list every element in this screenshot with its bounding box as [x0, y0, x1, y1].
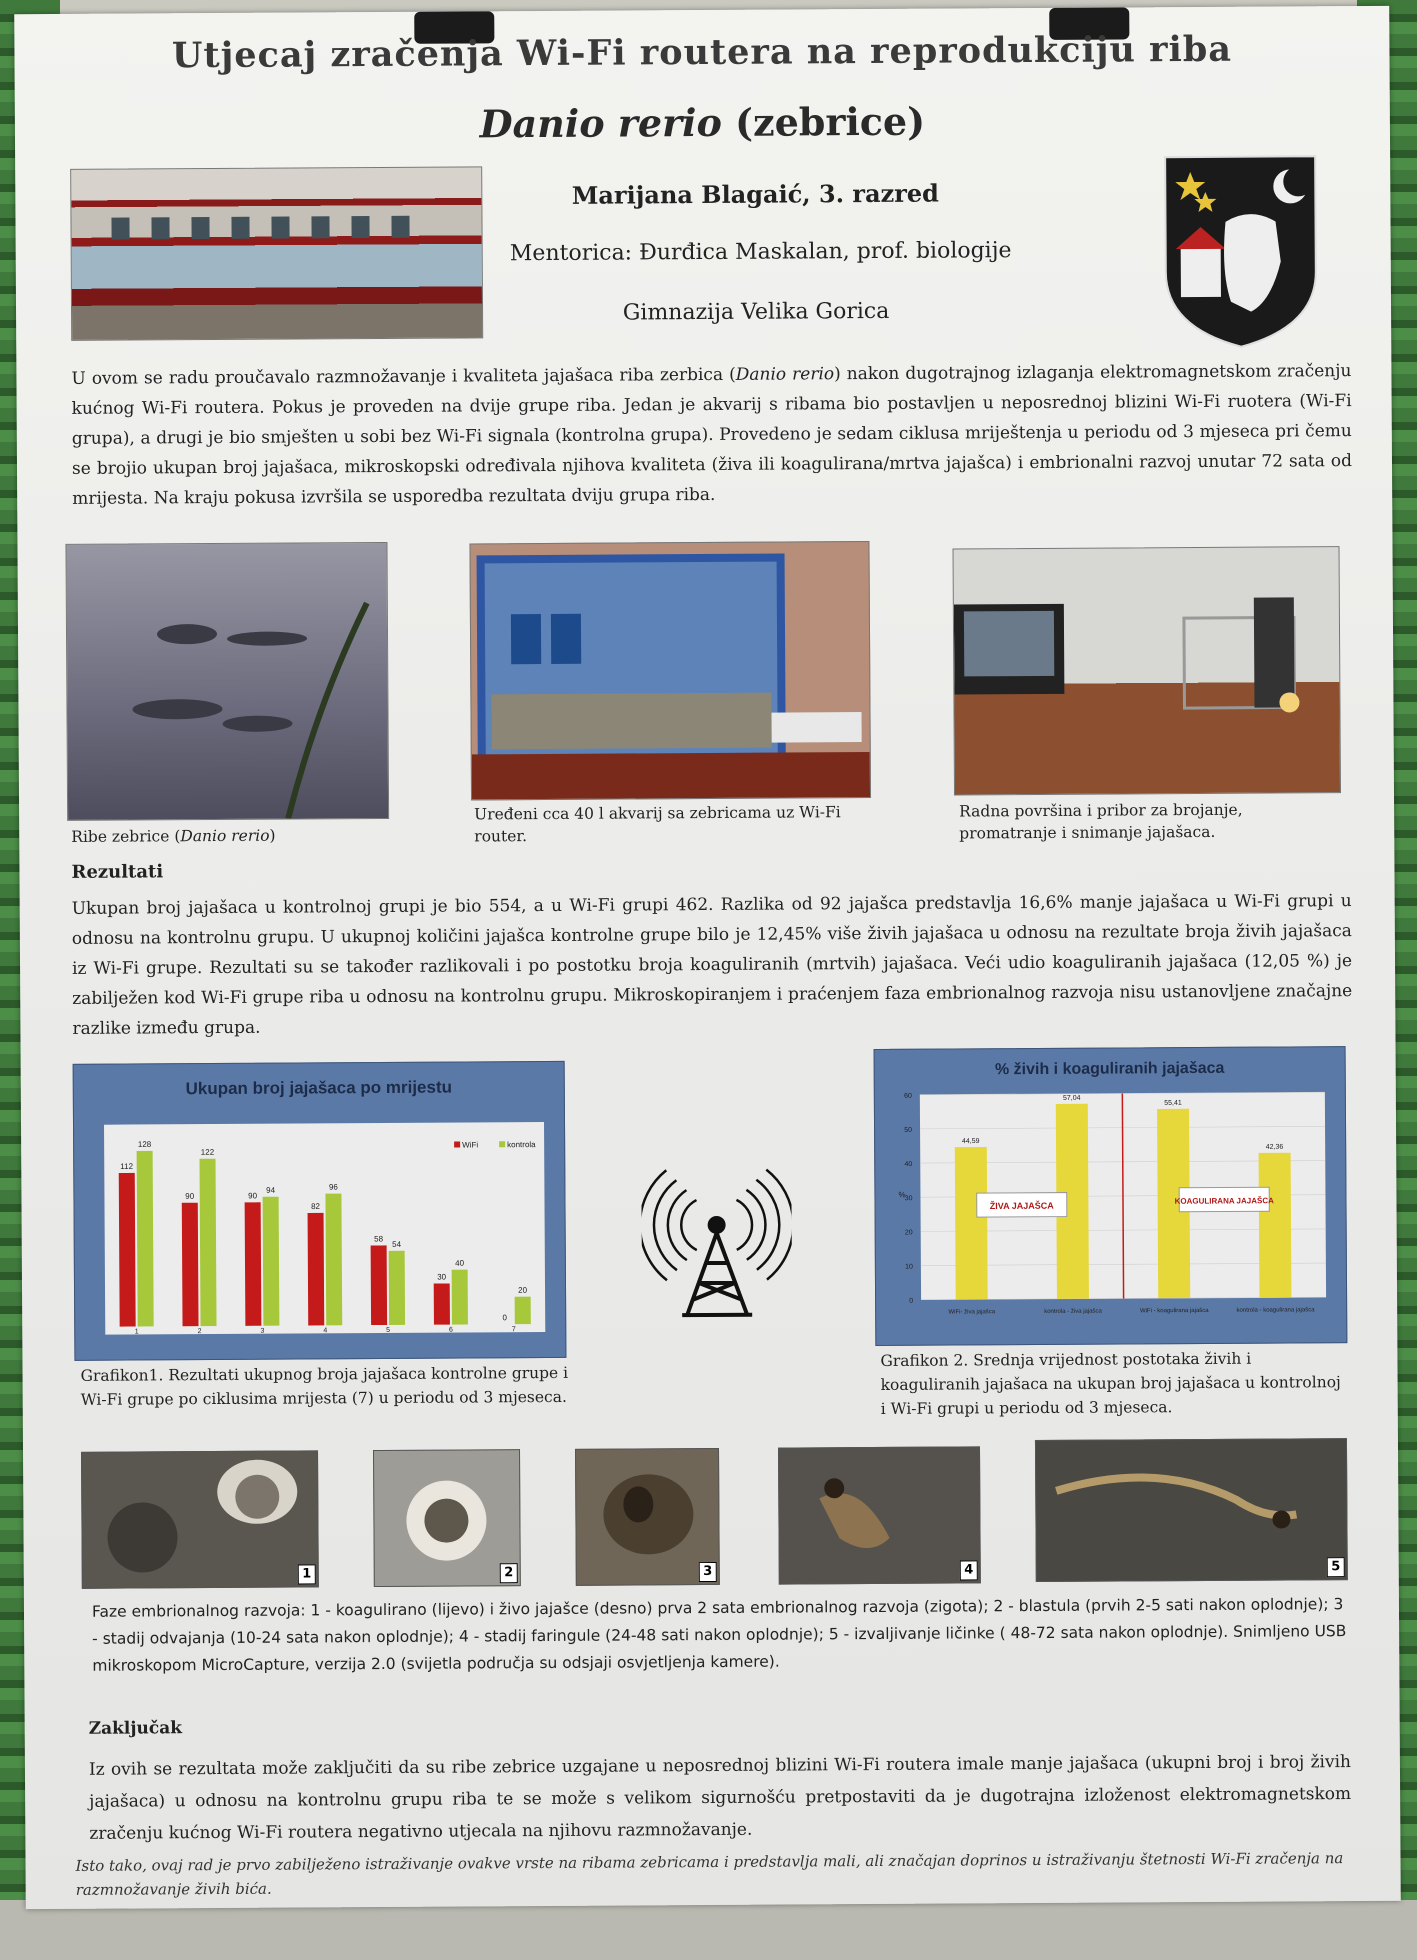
micro-number-2: 2	[500, 1563, 518, 1583]
chart1-legend-swatch-WiFi	[454, 1142, 460, 1148]
chart1-legend-WiFi: WiFi	[462, 1140, 479, 1150]
chart2-ytick-0: 0	[909, 1297, 914, 1305]
chart1-tick-5: 5	[386, 1326, 391, 1334]
chart2-ytick-30: 30	[904, 1195, 913, 1203]
chart1-label-kontrola-2: 122	[200, 1147, 215, 1157]
chart1-bar-kontrola-1	[137, 1151, 154, 1327]
chart1-bar-kontrola-4	[325, 1194, 342, 1326]
chart1-label-kontrola-1: 128	[137, 1139, 152, 1149]
micro-number-5: 5	[1327, 1557, 1345, 1577]
chart2-ylabel: %	[898, 1190, 906, 1200]
chart1-label-kontrola-4: 96	[328, 1182, 338, 1192]
aquarium-caption: Uređeni cca 40 l akvarij sa zebricama uz Wi-Fi router.	[474, 803, 841, 846]
chart2-annotation-1: ŽIVA JAJAŠCA	[989, 1200, 1054, 1212]
chart2-ytick-60: 60	[904, 1092, 912, 1100]
chart2-bar-4	[1259, 1153, 1292, 1298]
chart1-tick-4: 4	[323, 1327, 328, 1335]
abstract: U ovom se radu proučavalo razmnožavanje i kvaliteta jajašaca riba zerbica (Danio rerio) nakon dugotrajnog izlaganja elektromagnetskom zračenju kućnog Wi-Fi routera. Pokus je proveden na dvije grupe riba. Jedan je akvarij s ribama bio postavljen u neposrednoj blizini Wi-Fi ruotera (Wi-Fi grupa), a drugi je bio smješten u sobi bez Wi-Fi signala (kontrolna grupa). Provedeno je sedam ciklusa mriještenja u periodu od 3 mjeseca pri čemu se brojio ukupan broj jajašaca, mikroskopski određivala njihova kvaliteta (živa ili koagulirana/mrtva jajašca) i embrionalni razvoj unutar 72 sata od mrijesta. Na kraju pokusa izvršila se usporedba rezultata dviju grupa riba.	[71, 361, 1353, 509]
chart1-bar-WiFi-5	[371, 1245, 387, 1325]
chart2-value-4: 42,36	[1265, 1143, 1284, 1151]
chart2-value-3: 55,41	[1164, 1099, 1182, 1107]
chart-total-eggs-svg	[74, 1062, 566, 1360]
chart1-bar-WiFi-3	[245, 1202, 262, 1326]
chart1-tick-7: 7	[511, 1326, 516, 1334]
micro-number-3: 3	[699, 1562, 717, 1582]
chart2-category-2: kontrola - živa jajašca	[1044, 1308, 1102, 1315]
micro-photo-1	[81, 1450, 319, 1588]
chart1-label-WiFi-2: 90	[185, 1191, 195, 1201]
chart2-title: % živih i koaguliranih jajašaca	[994, 1059, 1225, 1079]
chart1-bar-kontrola-5	[389, 1251, 405, 1325]
common-name: (zebrice)	[721, 98, 926, 145]
chart1-title: Ukupan broj jajašaca po mrijestu	[185, 1077, 453, 1099]
micro-number-1: 1	[298, 1564, 316, 1584]
chart1-caption: Grafikon1. Rezultati ukupnog broja jajašaca kontrolne grupe i Wi-Fi grupe po ciklusima mrijesta (7) u periodu od 3 mjeseca.	[80, 1363, 569, 1409]
micro-photo-5	[1035, 1438, 1348, 1582]
micro-photo-3	[575, 1448, 720, 1586]
chart1-bar-WiFi-4	[308, 1213, 325, 1326]
chart1-bar-kontrola-2	[200, 1159, 217, 1326]
chart1-bar-WiFi-1	[119, 1173, 136, 1327]
chart2-category-4: kontrola - koagulirana jajašca	[1236, 1307, 1315, 1314]
micro-number-4: 4	[960, 1560, 978, 1580]
micro-photo-2	[373, 1449, 521, 1587]
chart-total-eggs	[73, 1061, 567, 1361]
chart1-label-WiFi-5: 58	[374, 1234, 384, 1244]
chart1-bar-WiFi-2	[182, 1203, 199, 1327]
chart1-label-kontrola-7: 20	[518, 1285, 528, 1295]
chart1-tick-2: 2	[197, 1328, 202, 1336]
zebrafish-photo	[65, 542, 389, 821]
chart2-ytick-10: 10	[905, 1263, 913, 1271]
chart2-category-3: WiFi - koagulirana jajašca	[1139, 1307, 1209, 1315]
author: Marijana Blagaić, 3. razred	[571, 178, 939, 210]
chart1-label-WiFi-1: 112	[120, 1161, 134, 1171]
fish-caption: Ribe zebrice (Danio rerio)	[71, 826, 276, 846]
mentor: Mentorica: Đurđica Maskalan, prof. biologije	[509, 238, 1012, 267]
chart1-bar-kontrola-7	[515, 1297, 531, 1325]
chart2-ytick-40: 40	[904, 1161, 913, 1169]
chart1-tick-6: 6	[449, 1326, 453, 1334]
chart1-bar-kontrola-6	[452, 1270, 468, 1325]
coat-of-arms-icon	[1160, 151, 1321, 352]
chart1-label-WiFi-3: 90	[248, 1191, 258, 1201]
conclusion-text-2: Isto tako, ovaj rad je prvo zabilježeno istraživanje ovakve vrste na ribama zebricama i predstavlja mali, ali značajan doprinos u istraživanju štetnosti Wi-Fi zračenja na razmnožavanje živih bića.	[75, 1849, 1344, 1899]
chart-live-coagulated-svg	[875, 1047, 1347, 1345]
chart1-label-kontrola-6: 40	[455, 1258, 465, 1268]
chart2-caption: Grafikon 2. Srednja vrijednost postotaka živih i koaguliranih jajašaca na ukupan broj jajašaca u kontrolnoj i Wi-Fi grupi u periodu od 3 mjeseca.	[880, 1349, 1341, 1418]
chart1-bar-kontrola-3	[263, 1197, 280, 1326]
chart2-category-1: WiFi- živa jajašca	[948, 1309, 996, 1316]
window-sill	[0, 1900, 1417, 1960]
chart1-label-WiFi-4: 82	[311, 1201, 320, 1211]
workspace-photo	[953, 546, 1342, 795]
poster-title: Utjecaj zračenja Wi-Fi routera na reprodukciju riba	[171, 28, 1233, 77]
chart1-bar-WiFi-6	[434, 1283, 450, 1324]
chart1-plot-area	[104, 1122, 545, 1335]
chart-live-coagulated	[874, 1046, 1348, 1346]
poster-subtitle	[15, 96, 1390, 149]
results-text: Ukupan broj jajašaca u kontrolnoj grupi je bio 554, a u Wi-Fi grupi 462. Razlika od 92 jajašca predstavlja 16,6% manje jajašaca u Wi-Fi grupi u odnosu na kontrolnu grupu. U ukupnoj količini jajašca kontrolne grupe bilo je 12,45% više živih jajašaca u odnosu na rezultate broja živih jajašaca iz Wi-Fi grupe. Rezultati su se također razlikovali i po postotku broja koaguliranih (mrtvih) jajašaca. Veći udio koaguliranih jajašaca (12,05 %) je zabilježen kod Wi-Fi grupe riba u odnosu na kontrolnu grupu. Mikroskopiranjem i praćenjem faza embrionalnog razvoja nisu ustanovljene značajne razlike između grupa.	[71, 891, 1353, 1039]
species-name: Danio rerio	[479, 99, 722, 147]
chart2-bar-1	[955, 1147, 988, 1300]
chart1-label-kontrola-5: 54	[392, 1239, 402, 1249]
chart2-value-1: 44,59	[961, 1137, 980, 1146]
results-heading: Rezultati	[71, 861, 164, 883]
aquarium-photo	[469, 541, 871, 800]
school-name: Gimnazija Velika Gorica	[622, 298, 890, 326]
wifi-tower-icon	[641, 1154, 792, 1325]
chart1-label-WiFi-7: 0	[502, 1313, 508, 1323]
chart2-ytick-20: 20	[904, 1229, 913, 1237]
chart1-tick-3: 3	[260, 1327, 265, 1335]
chart1-label-WiFi-6: 30	[437, 1272, 447, 1282]
chart2-value-2: 57,04	[1062, 1094, 1081, 1102]
chart2-annotation-2: KOAGULIRANA JAJAŠCA	[1174, 1196, 1274, 1206]
poster	[14, 6, 1401, 1909]
chart1-legend-swatch-kontrola	[499, 1141, 505, 1147]
conclusion-heading: Zaključak	[88, 1718, 183, 1739]
workspace-caption: Radna površina i pribor za brojanje, promatranje i snimanje jajašaca.	[959, 800, 1243, 843]
school-building-photo	[70, 166, 483, 341]
conclusion-text: Iz ovih se rezultata može zaključiti da su ribe zebrice uzgajane u neposrednoj blizini Wi-Fi routera imale manje jajašaca (ukupni broj i broj živih jajašaca) u odnosu na kontrolnu grupu riba te se može s velikom sigurnošću pretpostaviti da je dugotrajna izloženost elektromagnetskom zračenju kućnog Wi-Fi routera negativno utjecala na njihovu razmnožavanje.	[88, 1752, 1352, 1844]
chart1-tick-1: 1	[134, 1328, 139, 1336]
chart1-legend-kontrola: kontrola	[507, 1140, 536, 1150]
chart2-ytick-50: 50	[904, 1126, 913, 1134]
micro-photo-4	[778, 1446, 981, 1584]
phases-caption: Faze embrionalnog razvoja: 1 - koagulirano (lijevo) i živo jajašce (desno) prva 2 sata embrionalnog razvoja (zigota); 2 - blastula (prvih 2-5 sati nakon oplodnje); 3 - stadij odvajanja (10-24 sata nakon oplodnje); 4 - stadij faringule (24-48 sati nakon oplodnje); 5 - izvaljivanje ličinke ( 48-72 sata nakon oplodnje). Snimljeno USB mikroskopom MicroCapture, verzija 2.0 (svijetla područja su odsjaji osvjetljenja kamere).	[91, 1595, 1347, 1675]
chart1-label-kontrola-3: 94	[266, 1185, 276, 1195]
